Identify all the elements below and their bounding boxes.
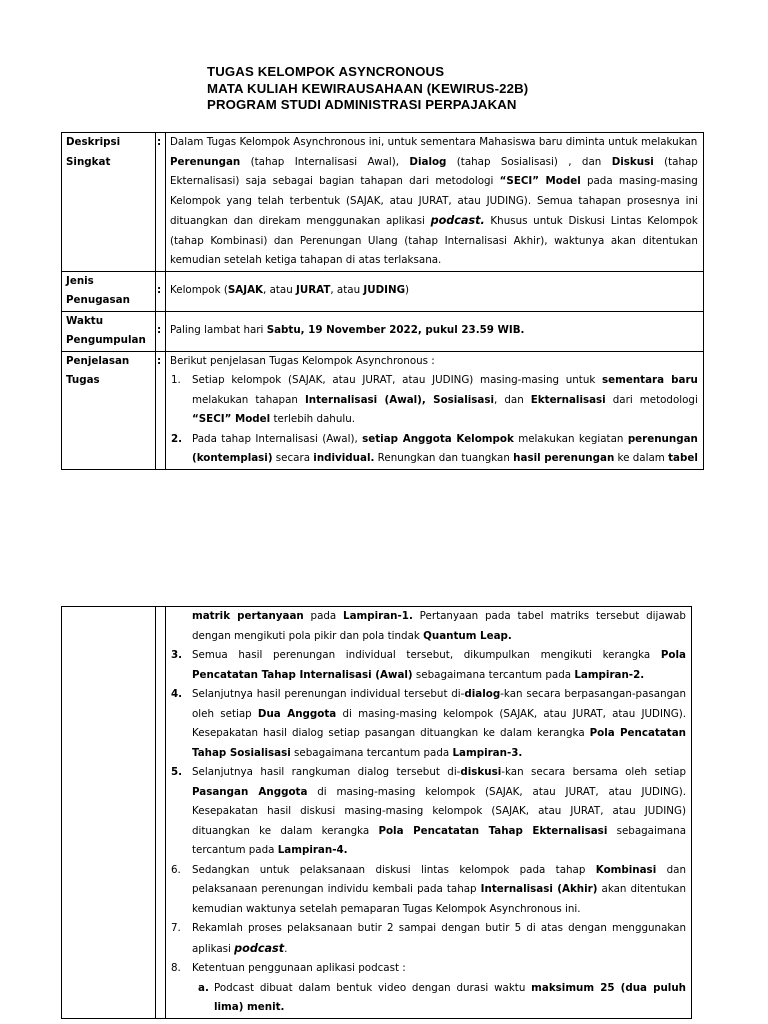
list-item: 1. Setiap kelompok (SAJAK, atau JURAT, atau JUDING) masing-masing untuk sementara baru melakukan tahapan Internalisasi (Awal), Sosialisasi, dan Ekternalisasi dari metodologi “SECI” Model terlebih dahulu.	[171, 374, 698, 425]
deskripsi-text: Dalam Tugas Kelompok Asynchronous ini, untuk sementara Mahasiswa baru diminta untuk melakukan Perenungan (tahap Internalisasi Awal), Dialog (tahap Sosialisasi) , dan Diskusi (tahap Ekternalisasi) saja sebagai bagian tahapan dari metodologi “SECI” Model pada masing-masing Kelompok yang telah terbentuk (SAJAK, atau JURAT, atau JUDING). Semua tahapan prosesnya ini dituangkan dan direkam menggunakan aplikasi podcast. Khusus untuk Diskusi Lintas Kelompok (tahap Kombinasi) dan Perenungan Ulang (tahap Internalisasi Akhir), waktunya akan ditentukan kemudian setelah ketiga tahapan di atas terlaksana.	[166, 133, 704, 272]
sub-list-item: a. Podcast dibuat dalam bentuk video dengan durasi waktu maksimum 25 (dua puluh lima) menit.	[198, 981, 686, 1013]
assignment-table-page-2	[61, 606, 692, 1019]
header-title-line: TUGAS KELOMPOK ASYNCRONOUS	[207, 64, 445, 79]
colon: :	[156, 133, 166, 272]
waktu-text: Paling lambat hari Sabtu, 19 November 2022, pukul 23.59 WIB.	[166, 311, 704, 351]
row-jenis	[62, 271, 704, 311]
deskripsi-label: Deskripsi Singkat	[62, 133, 156, 272]
colon: :	[156, 271, 166, 311]
assignment-table-page-1	[61, 132, 704, 470]
list-item: 3. Semua hasil perenungan individual tersebut, dikumpulkan mengikuti kerangka Pola Pencatatan Tahap Internalisasi (Awal) sebagaimana tercantum pada Lampiran-2.	[171, 649, 686, 681]
list-item: 2. Pada tahap Internalisasi (Awal), setiap Anggota Kelompok melakukan kegiatan perenungan (kontemplasi) secara individual. Renungkan dan tuangkan hasil perenungan ke dalam tabel	[171, 432, 698, 464]
colon: :	[156, 351, 166, 469]
list-item: 7. Rekamlah proses pelaksanaan butir 2 sampai dengan butir 5 di atas dengan menggunakan aplikasi podcast.	[171, 922, 686, 955]
empty-label-cell	[62, 607, 156, 1019]
penjelasan-intro: Berikut penjelasan Tugas Kelompok Asynchronous :	[170, 354, 435, 367]
penjelasan-label: Penjelasan Tugas	[62, 351, 156, 469]
waktu-label: Waktu Pengumpulan	[62, 311, 156, 351]
row-deskripsi	[62, 133, 704, 272]
task-list	[170, 371, 698, 469]
row-waktu	[62, 311, 704, 351]
header-program-line: PROGRAM STUDI ADMINISTRASI PERPAJAKAN	[207, 97, 517, 112]
penjelasan-text	[166, 351, 704, 469]
row-penjelasan	[62, 351, 704, 469]
list-item: 4. Selanjutnya hasil perenungan individual tersebut di-dialog-kan secara berpasangan-pasangan oleh setiap Dua Anggota di masing-masing kelompok (SAJAK, atau JURAT, atau JUDING). Kesepakatan hasil dialog setiap pasangan dituangkan ke dalam kerangka Pola Pencatatan Tahap Sosialisasi sebagaimana tercantum pada Lampiran-3.	[171, 688, 686, 759]
row-penjelasan-continued	[62, 607, 692, 1019]
sub-list	[192, 979, 686, 1018]
list-item: matrik pertanyaan pada Lampiran-1. Pertanyaan pada tabel matriks tersebut dijawab dengan mengikuti pola pikir dan pola tindak Quantum Leap.	[192, 610, 686, 642]
list-item: 6. Sedangkan untuk pelaksanaan diskusi lintas kelompok pada tahap Kombinasi dan pelaksanaan perenungan individu kembali pada tahap Internalisasi (Akhir) akan ditentukan kemudian waktunya setelah pemaparan Tugas Kelompok Asynchronous ini.	[171, 863, 686, 915]
colon: :	[156, 311, 166, 351]
list-item: 8. Ketentuan penggunaan aplikasi podcast : a. Podcast dibuat dalam bentuk video dengan durasi waktu maksimum 25 (dua puluh lima) menit.	[170, 959, 686, 1018]
task-list-continued	[170, 607, 686, 1018]
jenis-label: Jenis Penugasan	[62, 271, 156, 311]
penjelasan-text-continued	[166, 607, 692, 1019]
document-header	[207, 64, 747, 114]
list-item: 5. Selanjutnya hasil rangkuman dialog tersebut di-diskusi-kan secara bersama oleh setiap Pasangan Anggota di masing-masing kelompok (SAJAK, atau JURAT, atau JUDING). Kesepakatan hasil diskusi masing-masing kelompok (SAJAK, atau JURAT, atau JUDING) dituangkan ke dalam kerangka Pola Pencatatan Tahap Ekternalisasi sebagaimana tercantum pada Lampiran-4.	[171, 766, 687, 856]
jenis-text: Kelompok (SAJAK, atau JURAT, atau JUDING)	[166, 271, 704, 311]
empty-colon-cell	[156, 607, 166, 1019]
header-course-line: MATA KULIAH KEWIRAUSAHAAN (KEWIRUS-22B)	[207, 80, 529, 96]
